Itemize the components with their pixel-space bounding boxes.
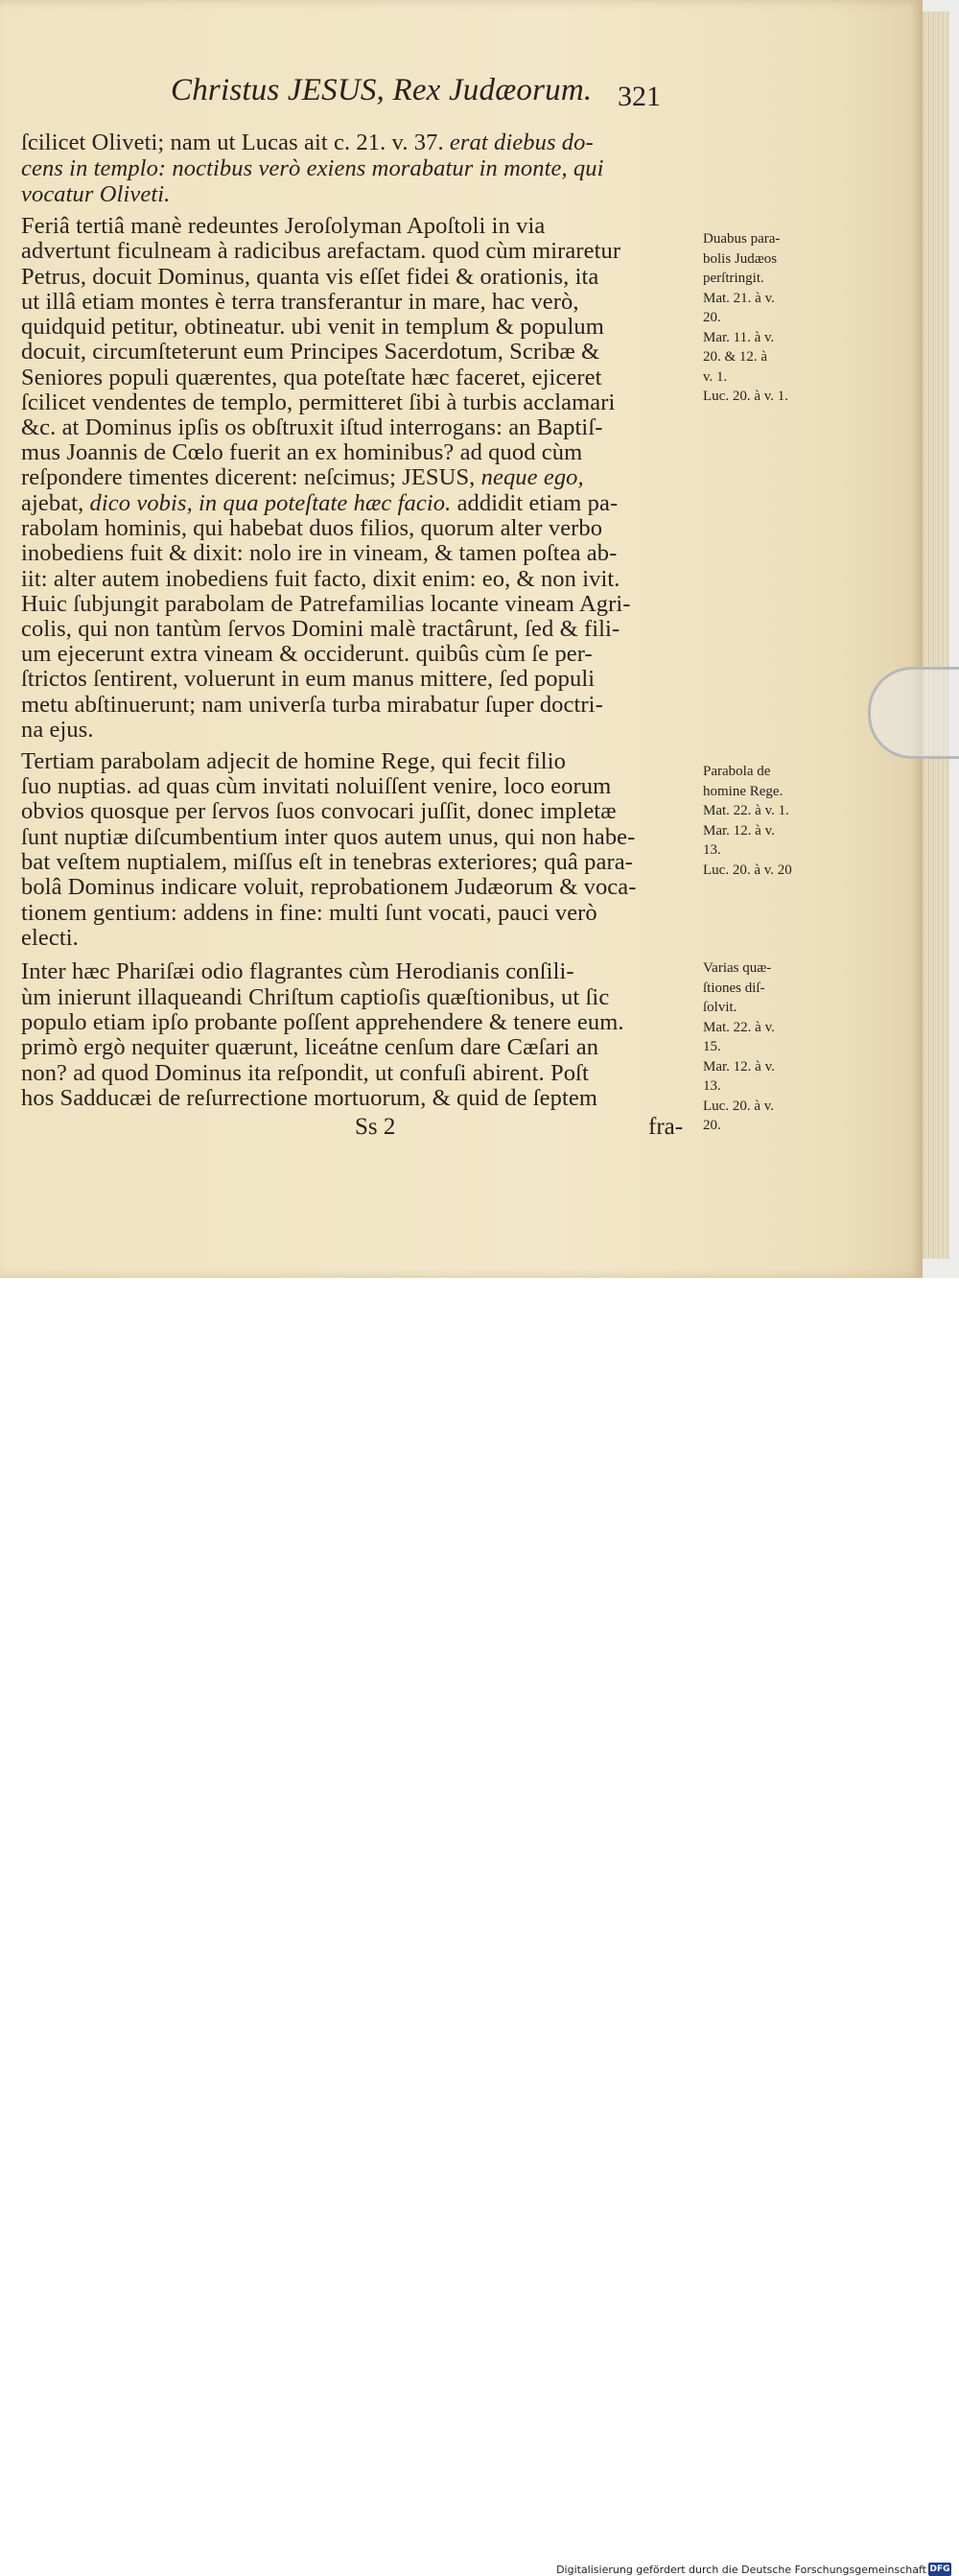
margin-note-line: Mar. 12. à v. [703, 822, 775, 839]
text-segment: Feriâ tertiâ manè redeuntes Jeroſolyman Apoſtoli in via [21, 213, 546, 239]
margin-note-line: bolis Judæos [703, 250, 778, 267]
margin-note-line: 13. [703, 842, 721, 858]
text-segment: primò ergò nequiter quærunt, liceátne cenſum dare Cæſari an [21, 1034, 599, 1060]
scan-background [0, 0, 959, 1278]
text-line [21, 667, 595, 692]
text-segment: populo etiam ipſo probante poſſent apprehendere & tenere eum. [21, 1009, 624, 1035]
text-segment: erat diebus do- [449, 130, 594, 155]
text-line [21, 465, 584, 490]
margin-note-line: Mar. 11. à v. [703, 329, 775, 345]
text-line [21, 340, 599, 365]
text-segment: addidit etiam pa- [451, 490, 619, 516]
text-line [21, 1086, 597, 1111]
text-segment: electi. [21, 925, 79, 951]
text-line [21, 718, 94, 743]
text-line [21, 749, 566, 774]
margin-note-line: Mat. 22. à v. 1. [703, 803, 789, 818]
margin-note-line: 20. [703, 310, 721, 325]
book-page [0, 0, 923, 1278]
text-line [21, 901, 597, 926]
text-segment: Tertiam parabolam adjecit de homine Rege, qui fecit filio [21, 748, 566, 774]
text-segment: neque ego, [480, 464, 584, 490]
text-line [21, 239, 620, 264]
text-line [21, 491, 618, 516]
text-segment: reſpondere timentes dicerent: neſcimus; JESUS, [21, 464, 481, 490]
text-line [21, 875, 637, 900]
text-segment: mus Joannis de Cœlo fuerit an ex hominibus? ad quod cùm [21, 439, 583, 465]
text-line [21, 617, 620, 642]
text-segment: ſuo nuptias. ad quas cùm invitati noluiſſent venire, loco eorum [21, 773, 612, 799]
text-segment: ſcilicet vendentes de templo, permitteret ſibi à turbis acclamari [21, 390, 616, 415]
text-line [21, 642, 593, 667]
text-segment: ajebat, [21, 490, 90, 516]
margin-note-line: perſtringit. [703, 271, 764, 286]
text-segment: colis, qui non tantùm ſervos Domini malè tractârunt, ſed & fili- [21, 616, 620, 642]
signature-mark: Ss 2 [355, 1114, 396, 1140]
catchword: fra- [648, 1114, 684, 1140]
text-line [21, 1061, 589, 1086]
text-line [21, 959, 574, 984]
text-segment: obvios quosque per ſervos ſuos convocari juſſit, donec impletæ [21, 798, 617, 824]
text-line [21, 1010, 624, 1035]
text-segment: bolâ Dominus indicare voluit, reprobationem Judæorum & voca- [21, 874, 637, 900]
text-segment: docuit, circumſteterunt eum Principes Sacerdotum, Scribæ & [21, 339, 600, 365]
text-segment: dico vobis, in qua poteſtate hæc facio. [89, 490, 452, 516]
margin-note-line: 15. [703, 1039, 721, 1054]
margin-note-line: 13. [703, 1078, 721, 1094]
text-segment: ſtrictos ſentirent, voluerunt in eum manus mittere, ſed populi [21, 666, 596, 692]
text-segment: bat veſtem nuptialem, miſſus eſt in tenebras exteriores; quâ para- [21, 849, 633, 875]
text-segment: Huic ſubjungit parabolam de Patrefamilias locante vineam Agri- [21, 591, 631, 617]
paper-clip-icon [868, 667, 959, 759]
text-line [21, 541, 617, 566]
text-segment: Seniores populi quærentes, qua poteſtate hæc faceret, ejiceret [21, 365, 602, 390]
text-line [21, 693, 603, 718]
text-segment: ſunt nuptiæ diſcumbentium inter quos autem unus, qui non habe- [21, 824, 636, 850]
margin-note-line: Varias quæ- [703, 960, 772, 976]
margin-note-line: v. 1. [703, 368, 728, 385]
margin-note-line: homine Rege. [703, 783, 784, 799]
text-line [21, 214, 545, 239]
text-line [21, 182, 170, 207]
text-line [21, 825, 635, 850]
margin-note-line: Mar. 12. à v. [703, 1058, 775, 1075]
text-segment: iit: alter autem inobediens fuit facto, dixit enim: eo, & non ivit. [21, 566, 620, 592]
text-line [21, 1035, 598, 1060]
margin-note-line: Parabola de [703, 764, 771, 779]
text-segment: cens in templo: noctibus verò exiens morabatur in monte, qui [21, 155, 604, 181]
text-segment: na ejus. [21, 717, 94, 743]
text-line [21, 516, 602, 541]
text-line [21, 156, 604, 181]
text-line [21, 985, 609, 1010]
text-segment: hos Sadducæi de reſurrectione mortuorum, & quid de ſeptem [21, 1085, 598, 1111]
margin-note-line: ſolvit. [703, 1000, 737, 1015]
text-segment: tionem gentium: addens in fine: multi ſunt vocati, pauci verò [21, 900, 597, 926]
credit-bar [0, 1278, 959, 2576]
text-line [21, 265, 598, 290]
text-line [21, 415, 603, 440]
text-line [21, 799, 617, 824]
text-line [21, 366, 602, 390]
text-segment: Inter hæc Phariſæi odio flagrantes cùm Herodianis conſili- [21, 958, 574, 984]
margin-note-line: Mat. 21. à v. [703, 290, 775, 306]
margin-note-line: 20. [703, 1118, 721, 1133]
text-line [21, 315, 604, 340]
text-segment: non? ad quod Dominus ita reſpondit, ut confuſi abirent. Poſt [21, 1060, 589, 1086]
text-line [21, 290, 579, 315]
dfg-logo-icon: DFG [929, 2564, 950, 2574]
text-segment: metu abſtinuerunt; nam univerſa turba mirabatur ſuper doctri- [21, 692, 603, 718]
margin-note-line: 20. & 12. à [703, 349, 768, 365]
margin-note-line: ſtiones diſ- [703, 980, 765, 996]
margin-note-line: Luc. 20. à v. [703, 1098, 775, 1114]
text-line [21, 926, 79, 951]
margin-note-line: Luc. 20. à v. 1. [703, 389, 789, 404]
text-segment: Petrus, docuit Dominus, quanta vis eſſet fidei & orationis, ita [21, 264, 599, 290]
text-line [21, 567, 620, 592]
margin-note-line: Luc. 20. à v. 20 [703, 862, 792, 878]
text-line [21, 592, 631, 617]
text-line [21, 390, 615, 415]
text-segment: ùm inierunt illaqueandi Chriſtum captioſis quæſtionibus, ut ſic [21, 984, 610, 1010]
text-line [21, 440, 582, 465]
margin-note-line: Duabus para- [703, 231, 781, 247]
text-segment: ſcilicet Oliveti; nam ut Lucas ait c. 21. v. 37. [21, 130, 450, 155]
text-segment: um ejecerunt extra vineam & occiderunt. quibûs cùm ſe per- [21, 641, 593, 667]
text-segment: &c. at Dominus ipſis os obſtruxit iſtud interrogans: an Baptiſ- [21, 414, 603, 440]
text-line [21, 850, 633, 875]
funding-credit: Digitalisierung gefördert durch die Deutsche Forschungsgemeinschaft [556, 2564, 926, 2576]
text-line [21, 774, 611, 799]
text-segment: advertunt ficulneam à radicibus arefactam. quod cùm miraretur [21, 238, 621, 264]
text-segment: quidquid petitur, obtineatur. ubi venit in templum & populum [21, 314, 604, 340]
text-segment: rabolam hominis, qui habebat duos filios, quorum alter verbo [21, 515, 603, 541]
margin-note-line: Mat. 22. à v. [703, 1019, 775, 1035]
text-segment: ut illâ etiam montes è terra transferantur in mare, hac verò, [21, 289, 579, 315]
page-number: 321 [618, 81, 661, 112]
text-segment: vocatur Oliveti. [21, 181, 171, 207]
text-segment: inobediens fuit & dixit: nolo ire in vineam, & tamen poſtea ab- [21, 540, 618, 566]
running-title: Christus JESUS, Rex Judæorum. [171, 73, 593, 107]
page-fore-edge [919, 12, 949, 1259]
text-line [21, 130, 594, 155]
